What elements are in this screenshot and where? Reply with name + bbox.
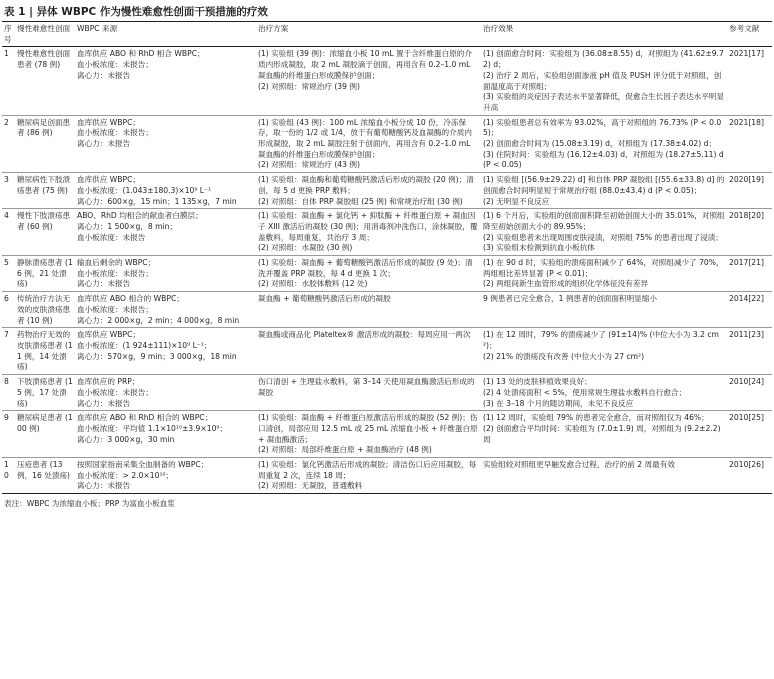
cell-no: 6 <box>4 294 9 304</box>
table-note: 表注：WBPC 为浓缩血小板；PRP 为富血小板血浆 <box>4 499 175 509</box>
table-row <box>2 256 772 292</box>
cell-source-line: 离心力：未报告 <box>77 398 131 408</box>
cell-effect <box>481 115 727 173</box>
cell-source <box>75 256 256 292</box>
cell-effect-line: (3) 实验组的炎症因子表达水平显著降低，促愈合生长因子表达水平明显升高 <box>483 92 724 112</box>
cell-source <box>75 173 256 209</box>
cell-ref: 2010[26] <box>729 460 764 470</box>
cell-plan-line: (1) 实验组：凝血酶 + 葡萄糖酸钙激活后形成的凝胶 (9 处)；清洗并覆盖 PRP 凝胶，每 4 d 更换 1 次； <box>258 258 473 278</box>
cell-source-line: 按照国家指南采集全血制备的 WBPC； <box>77 460 209 470</box>
table-row <box>2 47 772 115</box>
cell-source <box>75 411 256 458</box>
cell-no: 4 <box>4 211 9 221</box>
cell-ref: 2018[20] <box>729 211 764 221</box>
cell-effect <box>481 411 727 458</box>
cell-effect-line: (1) 在 12 周时，79% 的溃疡减少了 (91±14)% (中位大小为 3.2 cm²)； <box>483 330 719 350</box>
cell-plan-line: 凝血酶 + 葡萄糖酸钙激活后形成的凝胶 <box>258 294 391 304</box>
cell-effect-line: 9 例患者已完全愈合，1 例患者的创面面积明显缩小 <box>483 294 657 304</box>
cell-ref: 2020[19] <box>729 175 764 185</box>
cell-patients: 糖尿病足患者 (100 例) <box>17 413 73 433</box>
cell-effect-line: (1) 12 周时，实验组 79% 的患者完全愈合，而对照组仅为 46%； <box>483 413 709 423</box>
cell-source-line: 血小板浓度：> 2.0×10¹⁰； <box>77 470 174 480</box>
cell-effect-line: (3) 住院时间：实验组为 (16.12±4.03) d，对照组为 (18.27±5.11) d (P < 0.05) <box>483 149 724 170</box>
header-effect: 治疗效果 <box>483 24 514 33</box>
cell-plan-line: (1) 实验组 (39 例)：浓缩血小板 10 mL 置于含纤维蛋白原的介质内形成凝胶，取 2 mL 凝胶滴于创面，再用含有 0.2–1.0 mL 凝血酶的纤维蛋白形成膜保护创面； <box>258 49 472 80</box>
cell-source-line: ABO、RhD 均相合的献血者白膜层； <box>77 211 203 221</box>
cell-source <box>75 292 256 328</box>
cell-source <box>75 328 256 375</box>
cell-effect-line: (2) 创面愈合平均时间：实验组为 (7.0±1.9) 周，对照组为 (9.2±2.2) 周 <box>483 423 721 444</box>
cell-effect-line: (2) 实验组患者未出现周围皮肤浸渍，对照组 75% 的患者出现了浸渍； <box>483 232 723 242</box>
cell-patients: 糖尿病足创面患者 (86 例) <box>17 117 71 138</box>
cell-plan-line: (2) 对照组：自体 PRP 凝胶组 (25 例) 和常规治疗组 (30 例) <box>258 196 463 206</box>
table-row <box>2 375 772 411</box>
cell-no: 7 <box>4 330 9 340</box>
document-page <box>0 3 774 679</box>
cell-patients: 传统治疗方法无效的皮肤溃疡患者 (10 例) <box>17 294 71 325</box>
table-row <box>2 328 772 375</box>
cell-ref: 2017[21] <box>729 258 764 268</box>
table-header-row <box>2 22 772 47</box>
cell-plan <box>256 173 481 209</box>
cell-effect <box>481 458 727 494</box>
header-plan: 治疗方案 <box>258 24 289 33</box>
efficacy-table <box>2 21 772 494</box>
cell-plan-line: (1) 实验组：凝血酶 + 氯化钙 + 抑肽酶 + 纤维蛋白原 + 凝血因子 XIII 激活后的凝胶 (30 例)；用消毒剂冲洗伤口，涂抹凝胶，覆盖敷料，每周重复，共治疗 3 周； <box>258 211 478 242</box>
cell-effect-line: (2) 21% 的溃疡没有改善 (中位大小为 27 cm²) <box>483 351 645 361</box>
cell-patients: 下肢溃疡患者 (15 例，17 处溃疡) <box>17 377 73 408</box>
cell-plan-line: (2) 对照组：常规治疗 (43 例) <box>258 160 360 170</box>
cell-source-line: 血小板浓度：平均值 1.1×10¹⁰±3.9×10⁹； <box>77 423 228 433</box>
cell-ref: 2014[22] <box>729 294 764 304</box>
cell-source-line: 血小板浓度：未报告； <box>77 304 153 314</box>
cell-plan <box>256 458 481 494</box>
cell-effect-line: (3) 实验组未检测到抗血小板抗体 <box>483 243 595 253</box>
cell-source <box>75 115 256 173</box>
cell-source-line: 离心力：未报告 <box>77 481 131 491</box>
cell-plan-line: (2) 对照组：水胶体敷料 (12 处) <box>258 279 368 289</box>
cell-effect-line: (1) 13 处的皮肤移植效果良好； <box>483 377 592 387</box>
cell-ref: 2021[18] <box>729 117 764 127</box>
cell-effect-line: (2) 两组间新生血管形成的组织化学体征没有差异 <box>483 279 649 289</box>
cell-effect <box>481 47 727 115</box>
cell-patients: 静脉溃疡患者 (16 例，21 处溃疡) <box>17 258 73 289</box>
cell-plan-line: (1) 实验组：凝血酶 + 纤维蛋白原激活后形成的凝胶 (52 例)；伤口清创，局部应用 12.5 mL 或 25 mL 浓缩血小板 + 纤维蛋白原 + 凝血酶激活； <box>258 413 478 444</box>
cell-no: 8 <box>4 377 9 387</box>
table-row <box>2 458 772 494</box>
cell-effect <box>481 209 727 256</box>
cell-patients: 慢性下肢溃疡患者 (60 例) <box>17 211 71 231</box>
cell-source-line: 血库供应 ABO 和 RhD 相合的 WBPC； <box>77 413 213 423</box>
cell-effect-line: (1) 在 90 d 时，实验组的溃疡面积减少了 64%，对照组减少了 70%，两组相比差异显著 (P < 0.01)； <box>483 258 724 278</box>
cell-plan-line: 伤口清创 + 生理盐水敷料，第 3–14 天使用凝血酶激活后形成的凝胶 <box>258 377 475 397</box>
cell-effect <box>481 375 727 411</box>
cell-plan-line: (2) 对照组：常规治疗 (39 例) <box>258 81 360 91</box>
header-no: 序号 <box>4 24 12 44</box>
cell-no: 2 <box>4 117 9 127</box>
cell-patients: 慢性难愈性创面患者 (78 例) <box>17 49 71 70</box>
cell-plan <box>256 411 481 458</box>
cell-source-line: 血库供应 WBPC； <box>77 175 140 185</box>
cell-source <box>75 375 256 411</box>
cell-no: 9 <box>4 413 9 423</box>
cell-plan-line: (2) 对照组：水凝胶 (30 例) <box>258 243 353 253</box>
cell-effect <box>481 328 727 375</box>
cell-source-line: 血小板浓度：未报告； <box>77 128 153 138</box>
cell-effect <box>481 173 727 209</box>
cell-effect-line: (2) 治疗 2 周后，实验组创面渗液 pH 值及 PUSH 评分低于对照组，创面温度高于对照组； <box>483 70 722 91</box>
table-row <box>2 292 772 328</box>
cell-no: 10 <box>4 460 9 480</box>
cell-source-line: 离心力：570×g，9 min；3 000×g，18 min <box>77 351 237 361</box>
header-ref: 参考文献 <box>729 24 760 33</box>
cell-source-line: 离心力：1 500×g，8 min； <box>77 221 178 231</box>
cell-plan <box>256 292 481 328</box>
cell-effect <box>481 256 727 292</box>
cell-plan <box>256 328 481 375</box>
cell-source-line: 血库供应 WBPC； <box>77 330 140 340</box>
cell-source-line: 血库供应的 PRP； <box>77 377 140 387</box>
cell-effect-line: 实验组较对照组更早触发愈合过程，治疗的前 2 周最有效 <box>483 460 675 470</box>
cell-patients: 药物治疗无效的皮肤溃疡患者 (11 例，14 处溃疡) <box>17 330 73 372</box>
cell-source-line: 血小板浓度：(1 924±111)×10⁹ L⁻¹； <box>77 340 212 350</box>
cell-plan <box>256 209 481 256</box>
cell-source-line: 离心力：未报告 <box>77 70 131 80</box>
cell-effect-line: (2) 无明显不良反应 <box>483 196 550 206</box>
header-patients: 慢性难愈性创面 <box>17 24 71 33</box>
cell-plan <box>256 47 481 115</box>
cell-effect-line: (1) 实验组 [(56.9±29.22) d] 和自体 PRP 凝胶组 [(55.6±33.8) d] 的创面愈合时间明显短于常规治疗组 (88.0±43.4) d (P < 0.05)； <box>483 175 725 195</box>
cell-effect-line: (1) 实验组患者总有效率为 93.02%，高于对照组的 76.73% (P < 0.05)； <box>483 117 722 138</box>
cell-plan-line: (1) 实验组 (43 例)：100 mL 浓缩血小板分成 10 份，冷冻保存，取一份的 1/2 或 1/4，放于有葡萄糖酸钙及血凝酶的介质内形成凝胶，取 2 mL 凝胶注射于创面内，再用含有 0.2–1.0 mL 凝血酶的纤维蛋白形成膜保护创面； <box>258 117 472 159</box>
cell-source-line: 血库供应 ABO 和 RhD 相合 WBPC； <box>77 49 205 59</box>
cell-plan <box>256 375 481 411</box>
cell-plan-line: 凝血酶或商品化 Plateltex® 激活形成的凝胶：每周应用一两次 <box>258 330 471 340</box>
cell-source-line: 离心力：600×g，15 min；1 135×g，7 min <box>77 196 237 206</box>
cell-effect-line: (1) 创面愈合时间：实验组为 (36.08±8.55) d，对照组为 (41.62±9.72) d； <box>483 49 724 70</box>
cell-source-line: 血小板浓度：未报告； <box>77 268 153 278</box>
table-caption: 表 1 | 异体 WBPC 作为慢性难愈性创面干预措施的疗效 <box>4 6 268 18</box>
cell-effect-line: (2) 4 处溃疡面积 < 5%，使用常规生理盐水敷料自行愈合； <box>483 387 687 397</box>
cell-source <box>75 209 256 256</box>
cell-patients: 糖尿病性下肢溃疡患者 (75 例) <box>17 175 71 195</box>
cell-plan-line: (1) 实验组：氯化钙激活后形成的凝胶；清洁伤口后应用凝胶，每周重复 2 次，连续 18 周； <box>258 460 477 480</box>
cell-effect-line: (2) 创面愈合时间为 (15.08±3.19) d，对照组为 (17.38±4.02) d； <box>483 139 717 149</box>
cell-ref: 2010[25] <box>729 413 764 423</box>
cell-source-line: 血小板浓度：未报告； <box>77 60 153 70</box>
cell-plan-line: (2) 对照组：无凝胶，普通敷料 <box>258 481 363 491</box>
cell-effect-line: (3) 在 3–18 个月的随访期间，未见不良反应 <box>483 398 634 408</box>
cell-source-line: 离心力：2 000×g，2 min；4 000×g，8 min <box>77 315 240 325</box>
cell-ref: 2010[24] <box>729 377 764 387</box>
table-row <box>2 209 772 256</box>
cell-source <box>75 47 256 115</box>
cell-source-line: 输血后剩余的 WBPC； <box>77 258 156 268</box>
cell-plan <box>256 256 481 292</box>
cell-no: 5 <box>4 258 9 268</box>
cell-no: 3 <box>4 175 9 185</box>
cell-no: 1 <box>4 49 9 59</box>
cell-source-line: 血小板浓度：未报告； <box>77 387 153 397</box>
cell-source-line: 血小板浓度：未报告 <box>77 232 146 242</box>
table-row <box>2 173 772 209</box>
cell-ref: 2021[17] <box>729 49 764 59</box>
table-row <box>2 115 772 173</box>
cell-source-line: 血库供应 WBPC； <box>77 117 140 127</box>
cell-effect <box>481 292 727 328</box>
cell-patients: 压疮患者 (13 例，16 处溃疡) <box>17 460 71 480</box>
header-source: WBPC 来源 <box>77 24 118 33</box>
cell-plan-line: (2) 对照组：局部纤维蛋白原 + 凝血酶治疗 (48 例) <box>258 445 432 455</box>
cell-source-line: 离心力：3 000×g，30 min <box>77 434 175 444</box>
cell-source-line: 离心力：未报告 <box>77 139 131 149</box>
cell-source-line: 血库供应 ABO 相合的 WBPC； <box>77 294 184 304</box>
cell-effect-line: (1) 6 个月后，实验组的创面面积降至初始创面大小的 35.01%，对照组降至初始创面大小的 89.95%； <box>483 211 725 231</box>
cell-source <box>75 458 256 494</box>
table-body <box>2 47 772 494</box>
cell-ref: 2011[23] <box>729 330 764 340</box>
cell-plan-line: (1) 实验组：凝血酶和葡萄糖酸钙激活后形成的凝胶 (20 例)；清创，每 5 d 更换 PRP 敷料； <box>258 175 474 195</box>
table-row <box>2 411 772 458</box>
cell-source-line: 离心力：未报告 <box>77 279 131 289</box>
cell-source-line: 血小板浓度：(1.043±180.3)×10⁹ L⁻¹ <box>77 185 212 195</box>
cell-plan <box>256 115 481 173</box>
